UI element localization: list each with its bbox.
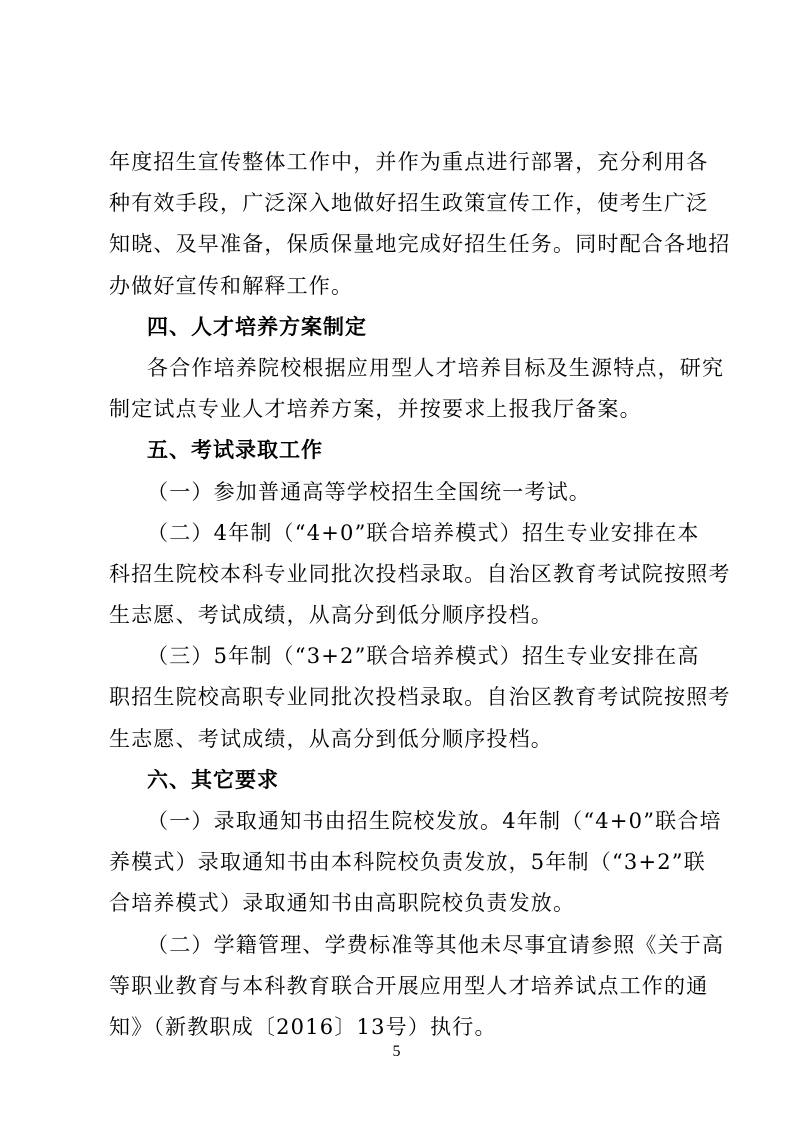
paragraph-line: （三）5年制（“3+2”联合培养模式）招生专业安排在高 bbox=[147, 644, 700, 668]
section-heading-4: 四、人才培养方案制定 bbox=[147, 315, 367, 339]
paragraph-line: 制定试点专业人才培养方案，并按要求上报我厅备案。 bbox=[109, 397, 642, 421]
paragraph-line: 合培养模式）录取通知书由高职院校负责发放。 bbox=[109, 891, 576, 915]
paragraph-line: 知晓、及早准备，保质保量地完成好招生任务。同时配合各地招 bbox=[109, 232, 731, 256]
paragraph-line: 职招生院校高职专业同批次投档录取。自治区教育考试院按照考 bbox=[109, 685, 731, 709]
paragraph-line: 知》（新教职成〔2016〕13号）执行。 bbox=[109, 1015, 497, 1039]
paragraph-line: 各合作培养院校根据应用型人才培养目标及生源特点，研究 bbox=[147, 356, 725, 380]
paragraph-line: （一）录取通知书由招生院校发放。4年制（“4+0”联合培 bbox=[147, 809, 722, 833]
paragraph-line: 生志愿、考试成绩，从高分到低分顺序投档。 bbox=[109, 603, 553, 627]
paragraph-line: 养模式）录取通知书由本科院校负责发放，5年制（“3+2”联 bbox=[109, 850, 706, 874]
section-heading-5: 五、考试录取工作 bbox=[147, 438, 323, 462]
page-number: 5 bbox=[392, 1043, 401, 1060]
paragraph-line: 年度招生宣传整体工作中，并作为重点进行部署，充分利用各 bbox=[109, 150, 709, 174]
paragraph-line: （二）4年制（“4+0”联合培养模式）招生专业安排在本 bbox=[147, 521, 700, 545]
paragraph-line: 生志愿、考试成绩，从高分到低分顺序投档。 bbox=[109, 727, 553, 751]
paragraph-line: 等职业教育与本科教育联合开展应用型人才培养试点工作的通 bbox=[109, 974, 709, 998]
paragraph-line: 办做好宣传和解释工作。 bbox=[109, 274, 354, 298]
paragraph-line: （二）学籍管理、学费标准等其他未尽事宜请参照《关于高 bbox=[147, 933, 725, 957]
paragraph-line: 种有效手段，广泛深入地做好招生政策宣传工作，使考生广泛 bbox=[109, 191, 709, 215]
paragraph-line: （一）参加普通高等学校招生全国统一考试。 bbox=[147, 480, 591, 504]
paragraph-line: 科招生院校本科专业同批次投档录取。自治区教育考试院按照考 bbox=[109, 562, 731, 586]
section-heading-6: 六、其它要求 bbox=[147, 768, 279, 792]
